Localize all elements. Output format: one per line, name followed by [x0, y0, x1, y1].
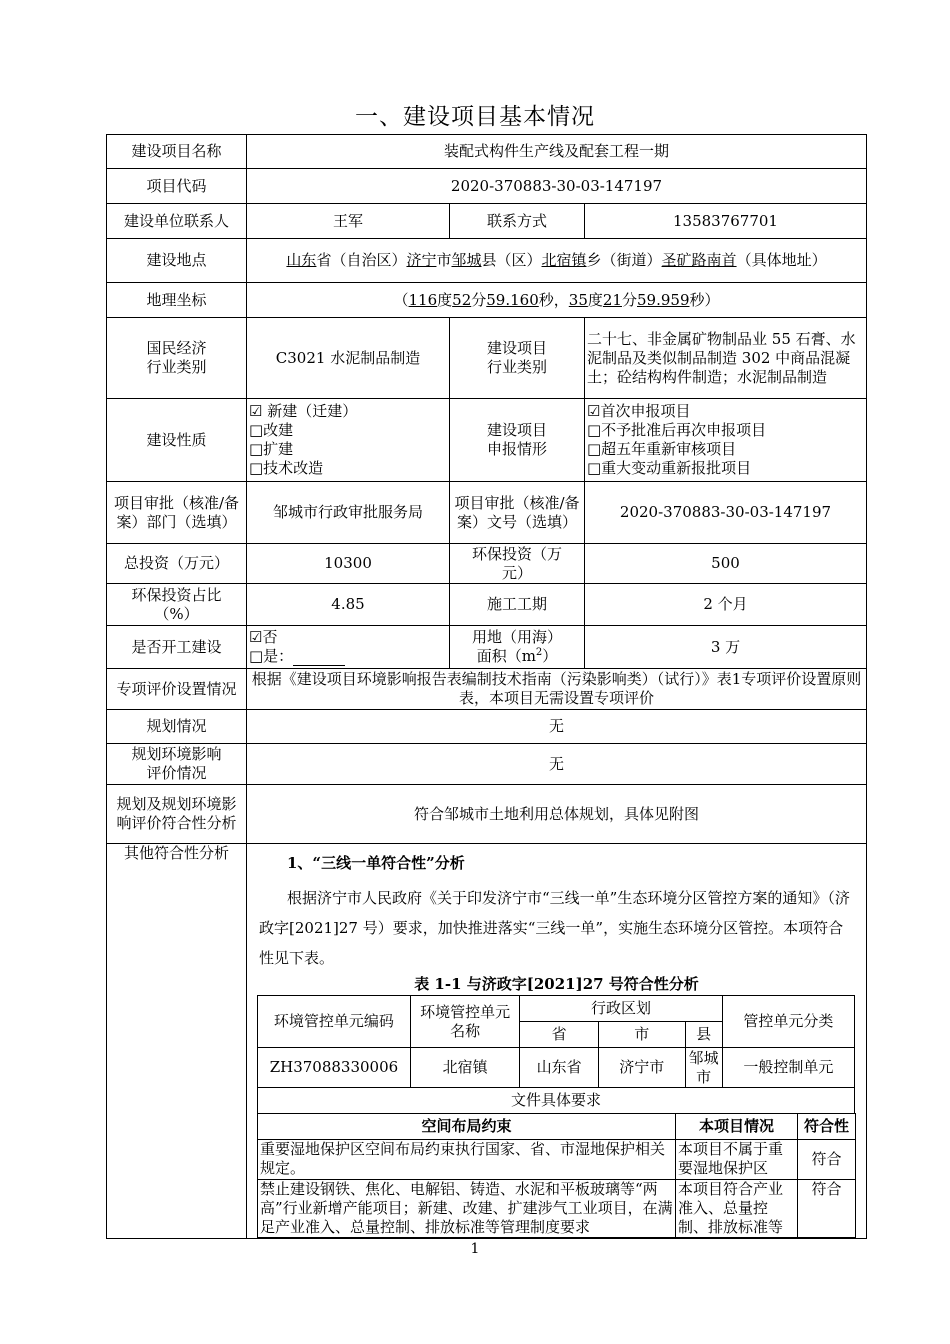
industry-label: 国民经济行业类别	[107, 318, 247, 399]
location-value: 山东省（自治区）济宁市邹城县（区）北宿镇乡（街道）圣矿路南首（具体地址）	[247, 239, 867, 283]
project-industry-label: 建设项目行业类别	[450, 318, 585, 399]
contact-label: 建设单位联系人	[107, 204, 247, 239]
started-no: ☑否	[249, 628, 278, 646]
declare-option: □重大变动重新报批项目	[587, 459, 752, 477]
header-city: 市	[598, 1022, 685, 1048]
section-title: 一、建设项目基本情况	[355, 104, 595, 130]
declare-option: □不予批准后再次申报项目	[587, 421, 767, 439]
ratio-label: 环保投资占比（%）	[107, 584, 247, 626]
declare-label: 建设项目申报情形	[450, 399, 585, 482]
location-label: 建设地点	[107, 239, 247, 283]
coords-label: 地理坐标	[107, 283, 247, 318]
section-heading: 1、“三线一单符合性”分析	[287, 854, 465, 872]
coords-value: （116度52分59.160秒，35度21分59.959秒）	[247, 283, 867, 318]
header-county: 县	[685, 1022, 722, 1048]
approval-doc-value: 2020-370883-30-03-147197	[585, 482, 867, 544]
header-code: 环境管控单元编码	[258, 996, 411, 1048]
plan-conform-value: 符合邹城市土地利用总体规划，具体见附图	[247, 785, 867, 844]
province: 山东	[286, 251, 317, 269]
county: 邹城	[451, 251, 482, 269]
page-number: 1	[470, 1241, 480, 1257]
header-region: 行政区划	[520, 996, 722, 1022]
env-invest-value: 500	[585, 544, 867, 584]
unit-name: 北宿镇	[410, 1048, 519, 1088]
table-row	[258, 1180, 856, 1238]
status-text: 本项目不属于重要湿地保护区	[676, 1140, 798, 1180]
unit-class: 一般控制单元	[722, 1048, 854, 1088]
other-content	[247, 844, 867, 1239]
invest-value: 10300	[247, 544, 450, 584]
nature-option: □扩建	[249, 440, 294, 458]
basic-info-table	[106, 134, 867, 1239]
special-label: 专项评价设置情况	[107, 669, 247, 710]
plan-eia-value: 无	[247, 744, 867, 785]
header-province: 省	[520, 1022, 598, 1048]
code-value: 2020-370883-30-03-147197	[247, 169, 867, 204]
approval-dept-value: 邹城市行政审批服务局	[247, 482, 450, 544]
header-name: 环境管控单元名称	[410, 996, 519, 1048]
unit-county: 邹城市	[685, 1048, 722, 1088]
paragraph: 根据济宁市人民政府《关于印发济宁市“三线一单”生态环境分区管控方案的通知》（济政字[2021]27 号）要求，加快推进落实“三线一单”，实施生态环境分区管控。本项符合性见下表。	[259, 889, 850, 967]
nature-option: □技术改造	[249, 459, 324, 477]
header-requirement: 空间布局约束	[258, 1114, 676, 1140]
nature-options	[247, 399, 450, 482]
name-value: 装配式构件生产线及配套工程一期	[247, 135, 867, 169]
area-label: 用地（用海） 面积$(m^2)$	[450, 626, 585, 669]
area-value: 3 万	[585, 626, 867, 669]
header-class: 管控单元分类	[722, 996, 854, 1048]
plan-eia-label: 规划环境影响评价情况	[107, 744, 247, 785]
special-value: 根据《建设项目环境影响报告表编制技术指南（污染影响类）（试行）》表1专项评价设置原则表，本项目无需设置专项评价	[247, 669, 867, 710]
approval-dept-label: 项目审批（核准/备案）部门（选填）	[107, 482, 247, 544]
approval-doc-label: 项目审批（核准/备案）文号（选填）	[450, 482, 585, 544]
phone-value: 13583767701	[585, 204, 867, 239]
declare-options	[585, 399, 867, 482]
requirement-text: 重要湿地保护区空间布局约束执行国家、省、市湿地保护相关规定。	[258, 1140, 676, 1180]
header-conform: 符合性	[798, 1114, 856, 1140]
plan-conform-label: 规划及规划环境影响评价符合性分析	[107, 785, 247, 844]
table-caption: 表 1-1 与济政字[2021]27 号符合性分析	[414, 975, 699, 993]
declare-option: ☑首次申报项目	[587, 402, 691, 420]
name-label: 建设项目名称	[107, 135, 247, 169]
invest-label: 总投资（万元）	[107, 544, 247, 584]
declare-option: □超五年重新审核项目	[587, 440, 737, 458]
phone-label: 联系方式	[450, 204, 585, 239]
conform-text: 符合	[798, 1180, 856, 1238]
nature-option: ☑ 新建（迁建）	[249, 402, 358, 420]
other-label: 其他符合性分析	[107, 844, 247, 1239]
started-options	[247, 626, 450, 669]
table-row	[258, 1140, 856, 1180]
period-value: 2 个月	[585, 584, 867, 626]
started-yes: □是：	[249, 647, 447, 666]
requirement-table	[257, 1113, 856, 1238]
unit-city: 济宁市	[598, 1048, 685, 1088]
plan-label: 规划情况	[107, 710, 247, 744]
town: 北宿镇	[541, 251, 587, 269]
header-status: 本项目情况	[676, 1114, 798, 1140]
period-label: 施工工期	[450, 584, 585, 626]
address: 圣矿路南首	[661, 251, 737, 269]
req-title: 文件具体要求	[258, 1088, 855, 1114]
conformity-table	[257, 995, 855, 1114]
status-text: 本项目符合产业准入、总量控制、排放标准等	[678, 1180, 784, 1236]
contact-value: 王军	[247, 204, 450, 239]
code-label: 项目代码	[107, 169, 247, 204]
nature-option: □改建	[249, 421, 294, 439]
plan-value: 无	[247, 710, 867, 744]
started-label: 是否开工建设	[107, 626, 247, 669]
unit-code: ZH37088330006	[258, 1048, 411, 1088]
requirement-text: 禁止建设钢铁、焦化、电解铝、铸造、水泥和平板玻璃等“两高”行业新增产能项目；新建、改建、扩建涉气工业项目，在满足产业准入、总量控制、排放标准等管理制度要求	[260, 1180, 673, 1236]
city: 济宁	[406, 251, 437, 269]
env-invest-label: 环保投资（万元）	[450, 544, 585, 584]
project-industry-value: 二十七、非金属矿物制品业 55 石膏、水泥制品及类似制品制造 302 中商品混凝土；砼结构构件制造；水泥制品制造	[585, 318, 867, 399]
conform-text: 符合	[798, 1140, 856, 1180]
industry-value: C3021 水泥制品制造	[247, 318, 450, 399]
unit-province: 山东省	[520, 1048, 598, 1088]
ratio-value: 4.85	[247, 584, 450, 626]
nature-label: 建设性质	[107, 399, 247, 482]
